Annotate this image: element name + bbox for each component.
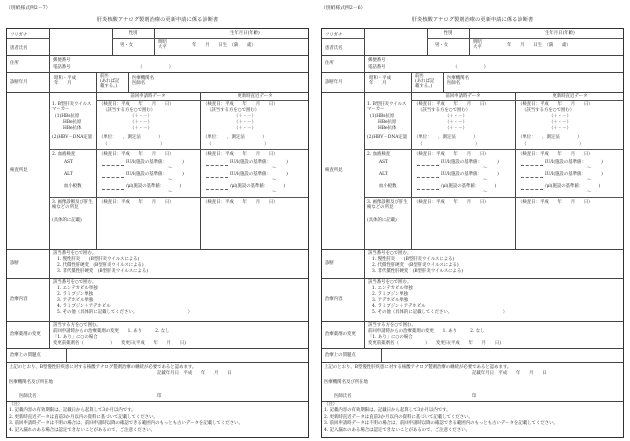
form-code: （別紙様式例2－6） <box>321 6 366 11</box>
treatment-label: 治療内容 <box>322 279 365 321</box>
dob-header: 生年月日(年齢) <box>230 31 260 36</box>
diagnosis-date-value[interactable]: 昭和・平成 年 月 <box>369 76 391 87</box>
note-item: 1. 記載内容の有効期限は、記載日から起算して3か月以内です。 <box>9 408 136 414</box>
note-item: 1. 記載内容の有効期限は、記載日から起算して3か月以内です。 <box>324 408 451 414</box>
previous-dna-value[interactable]: （ ） <box>103 142 165 147</box>
diagnosis-prompt: 該当番号を○で囲む。 <box>368 251 412 256</box>
certification-statement: 上記のとおり、B型慢性肝疾患に対する核酸アナログ製剤治療の継続が必要であると認めます。 <box>9 365 197 370</box>
previous-data-header: 前回申請時データ <box>445 94 481 99</box>
previous-hbs-value[interactable]: （＋・－） <box>445 114 467 119</box>
sex-value[interactable]: 男・女 <box>435 43 449 48</box>
drug-change-question[interactable]: 前回申請時からの治療薬剤の変更 1. あり 2. なし <box>53 329 170 334</box>
dob-value[interactable]: 年 月 日生 （満 歳） <box>507 43 571 48</box>
diagnosis-date-label: 診断年月 <box>7 73 50 92</box>
latest-test-date[interactable]: （検査日：平成 年 月 日） <box>518 102 593 107</box>
hbv-dna-label: (2)HBV－DNA定量 <box>52 135 93 140</box>
latest-dna-unit[interactable]: （単位： ，測定法 ） <box>518 135 582 140</box>
patient-name-section <box>322 29 623 55</box>
diagnosis-option-decompensated[interactable]: 3. 非代償性肝硬変 (B型肝炎ウイルスによる) <box>372 269 464 274</box>
treatment-option-other[interactable]: 5. その他（具体的に記載してください。 ） <box>372 310 508 315</box>
doctor-name-label: 医師氏名 <box>19 394 37 399</box>
era-selector[interactable]: 明昭 大平 <box>473 40 482 51</box>
diagnosis-section <box>7 249 308 278</box>
hbe-antibody-label: HBe抗体 <box>378 126 397 131</box>
form-title: 肝炎核酸アナログ製剤治療の更新申請に係る診断書 <box>96 17 219 23</box>
certificate-form <box>321 28 624 438</box>
alt-label: ALT <box>379 172 388 177</box>
previous-doctor-label: 前医 (あれば記 載する。) <box>100 74 120 90</box>
treatment-option-lamivudine[interactable]: 2. ラミブジン単独 <box>57 292 94 297</box>
diagnosis-date-section <box>7 72 308 92</box>
postal-code-label: 郵便番号 <box>368 58 386 63</box>
diagnosis-label: 診断 <box>322 250 365 278</box>
drug-change-condition: 「1. あり」に○の場合 <box>368 335 413 340</box>
patient-name-section <box>7 29 308 55</box>
drug-change-details[interactable]: 変更前薬剤名（ ） 変更日(平成 年 月 日) <box>368 341 501 346</box>
previous-hbe-antigen-value[interactable]: （＋・－） <box>445 120 467 125</box>
institution-label: 医療機関名及び所在地 <box>9 380 53 385</box>
hbe-antibody-label: HBe抗体 <box>63 126 82 131</box>
previous-platelet-reference[interactable]: /μl(施設の基準値： ) <box>441 184 497 189</box>
previous-test-date[interactable]: （検査日：平成 年 月 日） <box>99 102 174 107</box>
previous-circle-prompt: （該当する方を○で囲む） <box>418 108 471 113</box>
latest-hbe-antigen-value[interactable]: （＋・－） <box>234 120 256 125</box>
latest-hbe-antigen-value[interactable]: （＋・－） <box>549 120 571 125</box>
furigana-label: フリガナ <box>10 32 28 38</box>
latest-ast-reference[interactable]: IU/l(施設の基準値： ) <box>545 160 603 165</box>
phone-field[interactable]: （ ） <box>138 65 174 70</box>
hbe-antigen-label: HBe抗原 <box>378 120 397 125</box>
exam-label: 検査所見 <box>7 93 50 249</box>
previous-dna-value[interactable]: （ ） <box>418 142 480 147</box>
diagnosis-date-value[interactable]: 昭和・平成 年 月 <box>54 76 76 87</box>
drug-change-label: 治療薬剤の変更 <box>322 322 365 348</box>
previous-alt-range: ～ <box>168 178 173 183</box>
latest-circle-prompt: （該当する方を○で囲む） <box>207 108 260 113</box>
drug-change-question[interactable]: 前回申請時からの治療薬剤の変更 1. あり 2. なし <box>368 329 485 334</box>
imaging-detail-note: (具体的に記載) <box>367 218 397 223</box>
address-label: 住所 <box>7 56 50 72</box>
drug-change-section <box>7 321 308 348</box>
latest-test-date[interactable]: （検査日：平成 年 月 日） <box>203 102 278 107</box>
treatment-section <box>322 278 623 321</box>
certification-section <box>322 362 623 401</box>
address-section <box>322 55 623 72</box>
latest-ast-range: ～ <box>587 166 592 171</box>
treatment-option-combination[interactable]: 4. ラミブジン＋アデホビル <box>372 304 426 309</box>
latest-blood-date[interactable]: （検査日：平成 年 月 日） <box>203 152 278 157</box>
form-page-right <box>319 6 626 439</box>
previous-circle-prompt: （該当する方を○で囲む） <box>103 108 156 113</box>
previous-data-header: 前回申請時データ <box>130 94 166 99</box>
diagnosis-option-chronic[interactable]: 1. 慢性肝炎 (B型肝炎ウイルスによる) <box>372 257 455 262</box>
latest-hbe-antibody-value[interactable]: （＋・－） <box>234 126 256 131</box>
certificate-form <box>6 28 309 438</box>
previous-hbe-antibody-value[interactable]: （＋・－） <box>130 126 152 131</box>
treatment-label: 治療内容 <box>7 279 50 321</box>
previous-platelet-range: ～ <box>483 190 488 195</box>
problems-label: 治療上の問題点 <box>7 349 67 362</box>
imaging-detail-note: (具体的に記載) <box>52 218 82 223</box>
platelet-label: 血小板数 <box>379 184 397 189</box>
previous-platelet-reference[interactable]: /μl(施設の基準値： ) <box>126 184 182 189</box>
hbv-dna-label: (2)HBV－DNA定量 <box>367 135 408 140</box>
latest-dna-value[interactable]: （ ） <box>207 142 269 147</box>
previous-imaging-date[interactable]: （検査日：平成 年 月 日） <box>414 200 489 205</box>
postal-code-label: 郵便番号 <box>53 58 71 63</box>
hospital-doctor-label: 医療機関名 医師名 <box>132 76 154 87</box>
latest-alt-reference[interactable]: IU/l(施設の基準値： ) <box>230 172 288 177</box>
record-date[interactable]: 記載年月日 平成 年 月 日 <box>472 371 547 376</box>
previous-blood-date[interactable]: （検査日：平成 年 月 日） <box>414 152 489 157</box>
ast-label: AST <box>64 160 74 165</box>
previous-ast-reference[interactable]: IU/l(施設の基準値： ) <box>126 160 184 165</box>
exam-section <box>7 92 308 249</box>
treatment-option-adefovir[interactable]: 3. アデホビル単独 <box>372 298 409 303</box>
hbe-antigen-label: HBe抗原 <box>63 120 82 125</box>
previous-imaging-date[interactable]: （検査日：平成 年 月 日） <box>99 200 174 205</box>
drug-change-section <box>322 321 623 348</box>
previous-hbe-antibody-value[interactable]: （＋・－） <box>445 126 467 131</box>
drug-change-prompt: 該当する方を○で囲む。 <box>53 323 101 328</box>
note-item: 3. 前回申請時データは不明の場合は、前回申請時以降の確認できる範囲内のもっとも古いデータを記載してください。 <box>9 421 243 427</box>
diagnosis-option-chronic[interactable]: 1. 慢性肝炎 (B型肝炎ウイルスによる) <box>57 257 140 262</box>
drug-change-condition: 「1. あり」に○の場合 <box>53 335 98 340</box>
problems-label: 治療上の問題点 <box>322 349 382 362</box>
previous-ast-range: ～ <box>168 166 173 171</box>
phone-label: 電話番号 <box>53 65 71 70</box>
latest-alt-range: ～ <box>587 178 592 183</box>
hbv-marker-title: 1. B型肝炎ウイルスマーカー <box>52 102 92 113</box>
latest-imaging-date[interactable]: （検査日：平成 年 月 日） <box>518 200 593 205</box>
imaging-title: 3. 画像診断及び肝生検などの所見 <box>367 200 408 211</box>
problems-section <box>322 348 623 362</box>
previous-ast-reference[interactable]: IU/l(施設の基準値： ) <box>441 160 499 165</box>
diagnosis-date-section <box>322 72 623 92</box>
latest-hbe-antibody-value[interactable]: （＋・－） <box>549 126 571 131</box>
previous-alt-reference[interactable]: IU/l(施設の基準値： ) <box>441 172 499 177</box>
sex-value[interactable]: 男・女 <box>120 43 134 48</box>
seal-mark: 印 <box>157 394 162 399</box>
treatment-option-combination[interactable]: 4. ラミブジン＋アデホビル <box>57 304 111 309</box>
form-code: （別紙様式例2－7） <box>6 6 51 11</box>
notes-section <box>7 401 308 439</box>
drug-change-label: 治療薬剤の変更 <box>7 322 50 348</box>
note-item: 4. 記入漏れのある場合は認定できないことがあるので、ご注意ください。 <box>9 427 155 433</box>
certification-section <box>7 362 308 401</box>
previous-test-date[interactable]: （検査日：平成 年 月 日） <box>414 102 489 107</box>
latest-platelet-reference[interactable]: /μl(施設の基準値： ) <box>545 184 601 189</box>
note-item: 2. 更新時直近データは直前3か月以内の資料に基づいて記載してください。 <box>9 414 158 420</box>
latest-hbs-value[interactable]: （＋・－） <box>549 114 571 119</box>
latest-imaging-date[interactable]: （検査日：平成 年 月 日） <box>203 200 278 205</box>
previous-platelet-range: ～ <box>168 190 173 195</box>
form-page-left <box>4 6 311 439</box>
latest-platelet-range: ～ <box>587 190 592 195</box>
platelet-label: 血小板数 <box>64 184 82 189</box>
note-item: 2. 更新時直近データは直前3か月以内の資料に基づいて記載してください。 <box>324 414 473 420</box>
previous-dna-unit[interactable]: （単位： ，測定法 ） <box>414 135 478 140</box>
patient-name-label: 患者氏名 <box>10 45 28 51</box>
drug-change-prompt: 該当する方を○で囲む。 <box>368 323 416 328</box>
hbv-marker-title: 1. B型肝炎ウイルスマーカー <box>367 102 407 113</box>
era-selector[interactable]: 明昭 大平 <box>158 40 167 51</box>
phone-label: 電話番号 <box>368 65 386 70</box>
institution-label: 医療機関名及び所在地 <box>324 380 368 385</box>
diagnosis-date-label: 診断年月 <box>322 73 365 92</box>
latest-ast-reference[interactable]: IU/l(施設の基準値： ) <box>230 160 288 165</box>
latest-platelet-range: ～ <box>272 190 277 195</box>
treatment-option-other[interactable]: 5. その他（具体的に記載してください。 ） <box>57 310 193 315</box>
patient-name-label: 患者氏名 <box>325 45 343 51</box>
dob-value[interactable]: 年 月 日生 （満 歳） <box>192 43 256 48</box>
address-label: 住所 <box>322 56 365 72</box>
exam-section <box>322 92 623 249</box>
exam-label: 検査所見 <box>322 93 365 249</box>
latest-dna-value[interactable]: （ ） <box>522 142 584 147</box>
treatment-option-lamivudine[interactable]: 2. ラミブジン単独 <box>372 292 409 297</box>
furigana-label: フリガナ <box>325 32 343 38</box>
hbs-antigen-label: (1)HBs抗原 <box>55 114 80 119</box>
notes-title: （注） <box>9 402 23 407</box>
certification-statement: 上記のとおり、B型慢性肝疾患に対する核酸アナログ製剤治療の継続が必要であると認めます。 <box>324 365 512 370</box>
latest-circle-prompt: （該当する方を○で囲む） <box>522 108 575 113</box>
record-date[interactable]: 記載年月日 平成 年 月 日 <box>157 371 232 376</box>
dob-header: 生年月日(年齢) <box>545 31 575 36</box>
form-title: 肝炎核酸アナログ製剤治療の更新申請に係る診断書 <box>411 17 534 23</box>
diagnosis-option-compensated[interactable]: 2. 代償性肝硬変 (B型肝炎ウイルスによる) <box>57 263 144 268</box>
drug-change-details[interactable]: 変更前薬剤名（ ） 変更日(平成 年 月 日) <box>53 341 186 346</box>
notes-section <box>322 401 623 439</box>
diagnosis-prompt: 該当番号を○で囲む。 <box>53 251 97 256</box>
note-item: 4. 記入漏れのある場合は認定できないことがあるので、ご注意ください。 <box>324 427 470 433</box>
ast-label: AST <box>379 160 389 165</box>
doctor-name-label: 医師氏名 <box>334 394 352 399</box>
previous-ast-range: ～ <box>483 166 488 171</box>
latest-hbs-value[interactable]: （＋・－） <box>234 114 256 119</box>
latest-ast-range: ～ <box>272 166 277 171</box>
blood-test-title: 2. 血液検査 <box>52 152 76 157</box>
treatment-option-entecavir[interactable]: 1. エンテカビル単独 <box>57 286 98 291</box>
latest-data-header: 更新時直近データ <box>237 94 273 99</box>
diagnosis-option-decompensated[interactable]: 3. 非代償性肝硬変 (B型肝炎ウイルスによる) <box>57 269 149 274</box>
notes-title: （注） <box>324 402 338 407</box>
diagnosis-section <box>322 249 623 278</box>
latest-dna-unit[interactable]: （単位： ，測定法 ） <box>203 135 267 140</box>
previous-alt-reference[interactable]: IU/l(施設の基準値： ) <box>126 172 184 177</box>
phone-field[interactable]: （ ） <box>453 65 489 70</box>
previous-hbe-antigen-value[interactable]: （＋・－） <box>130 120 152 125</box>
previous-alt-range: ～ <box>483 178 488 183</box>
seal-mark: 印 <box>472 394 477 399</box>
hospital-doctor-label: 医療機関名 医師名 <box>447 76 469 87</box>
treatment-prompt: 該当番号を○で囲む。 <box>368 280 412 285</box>
problems-section <box>7 348 308 362</box>
alt-label: ALT <box>64 172 73 177</box>
diagnosis-label: 診断 <box>7 250 50 278</box>
treatment-section <box>7 278 308 321</box>
latest-alt-range: ～ <box>272 178 277 183</box>
note-item: 3. 前回申請時データは不明の場合は、前回申請時以降の確認できる範囲内のもっとも古いデータを記載してください。 <box>324 421 558 427</box>
latest-blood-date[interactable]: （検査日：平成 年 月 日） <box>518 152 593 157</box>
latest-data-header: 更新時直近データ <box>552 94 588 99</box>
treatment-option-adefovir[interactable]: 3. アデホビル単独 <box>57 298 94 303</box>
latest-platelet-reference[interactable]: /μl(施設の基準値： ) <box>230 184 286 189</box>
diagnosis-option-compensated[interactable]: 2. 代償性肝硬変 (B型肝炎ウイルスによる) <box>372 263 459 268</box>
previous-blood-date[interactable]: （検査日：平成 年 月 日） <box>99 152 174 157</box>
imaging-title: 3. 画像診断及び肝生検などの所見 <box>52 200 93 211</box>
previous-doctor-label: 前医 (あれば記 載する。) <box>415 74 435 90</box>
blood-test-title: 2. 血液検査 <box>367 152 391 157</box>
sex-header: 性別 <box>443 31 453 36</box>
sex-header: 性別 <box>128 31 138 36</box>
address-section <box>7 55 308 72</box>
treatment-prompt: 該当番号を○で囲む。 <box>53 280 97 285</box>
hbs-antigen-label: (1)HBs抗原 <box>370 114 395 119</box>
previous-dna-unit[interactable]: （単位： ，測定法 ） <box>99 135 163 140</box>
previous-hbs-value[interactable]: （＋・－） <box>130 114 152 119</box>
treatment-option-entecavir[interactable]: 1. エンテカビル単独 <box>372 286 413 291</box>
latest-alt-reference[interactable]: IU/l(施設の基準値： ) <box>545 172 603 177</box>
